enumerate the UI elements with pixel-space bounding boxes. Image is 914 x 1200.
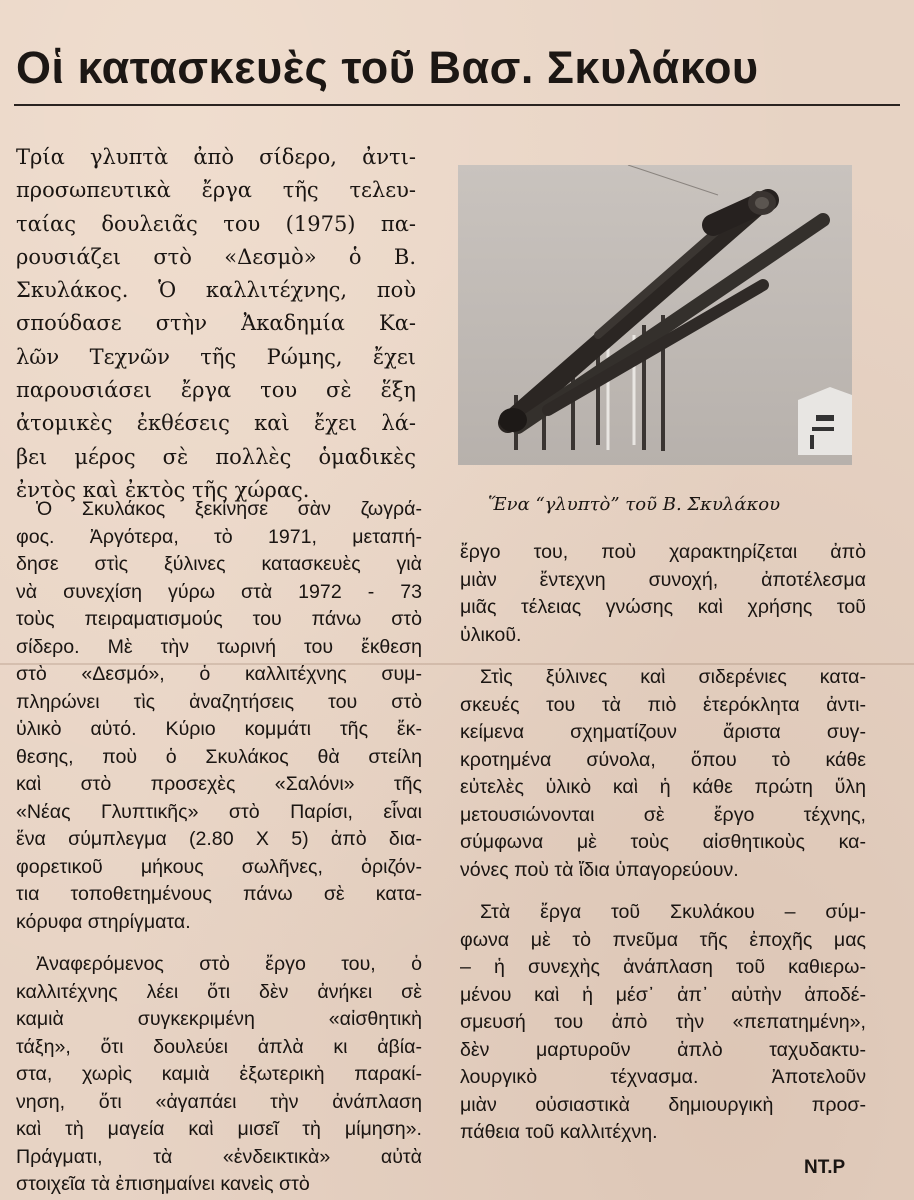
text-line: στὸ «Δεσμό», ὁ καλλιτέχνης συμ- — [16, 663, 422, 685]
text-line: κείμενα σχηματίζουν ἄριστα συγ- — [460, 721, 866, 743]
text-line: φος. Ἀργότερα, τὸ 1971, μεταπή- — [16, 525, 422, 548]
paragraph — [16, 496, 422, 936]
text-line: ἕνα σύμπλεγμα (2.80 Χ 5) ἀπὸ δια- — [16, 828, 422, 850]
text-line: Ὁ Σκυλάκος ξεκίνησε σὰν ζωγρά- — [36, 498, 422, 520]
text-line: Στὰ ἔργα τοῦ Σκυλάκου – σύμ- — [480, 901, 866, 923]
text-line: μιὰν ἔντεχνη συνοχή, ἀποτέλεσμα — [460, 568, 866, 591]
text-line: ὑλικὸ αὐτό. Κύριο κομμάτι τῆς ἔκ- — [16, 718, 422, 740]
text-line: ὑλικοῦ. — [460, 623, 522, 646]
text-line: ρουσιάζει στὸ «Δεσμὸ» ὁ Β. — [16, 244, 416, 269]
text-line: λῶν Τεχνῶν τῆς Ρώμης, ἔχει — [16, 344, 416, 369]
text-line: καὶ τὴ μαγεία καὶ μισεῖ τὴ μίμηση». — [16, 1118, 422, 1140]
text-line: στα, χωρὶς καμιὰ ἐξωτερικὴ παρακί- — [16, 1063, 422, 1085]
text-line: καὶ στὸ προσεχὲς «Σαλόνι» τῆς — [16, 773, 422, 795]
text-line: μετουσιώνονται σὲ ἔργο τέχνης, — [460, 803, 866, 826]
text-line: φορετικοῦ μήκους σωλῆνες, ὁριζόν- — [16, 855, 422, 878]
text-line: δὲν μαρτυροῦν ἁπλὸ ταχυδακτυ- — [460, 1038, 866, 1061]
text-line: σπούδασε στὴν Ἀκαδημία Κα- — [16, 311, 416, 336]
text-line: νόνες ποὺ τὰ ἴδια ὑπαγορεύουν. — [460, 858, 739, 881]
text-line: Σκυλάκος. Ὁ καλλιτέχνης, ποὺ — [16, 278, 416, 303]
title-rule — [14, 104, 900, 106]
text-line: Τρία γλυπτὰ ἀπὸ σίδερο, ἀντι- — [16, 145, 416, 169]
text-line: τια τοποθετημένους πάνω σὲ κατα- — [16, 883, 422, 905]
text-line: παρουσιάσει ἔργα του σὲ ἕξη — [16, 378, 416, 403]
text-line: ἔργο του, ποὺ χαρακτηρίζεται ἀπὸ — [460, 541, 866, 563]
text-line: ἐντὸς καὶ ἐκτὸς τῆς χώρας. — [16, 477, 310, 502]
text-line: κόρυφα στηρίγματα. — [16, 910, 191, 933]
text-line: κροτημένα σύνολα, ὅπου τὸ κάθε — [460, 748, 866, 771]
text-line: νηση, ὅτι «ἀγαπάει τὴν ἀνάπλαση — [16, 1090, 422, 1113]
text-line: λουργικὸ τέχνασμα. Ἀποτελοῦν — [460, 1066, 866, 1088]
text-line: Ἀναφερόμενος στὸ ἔργο του, ὁ — [36, 953, 422, 975]
sculpture-photo — [458, 165, 852, 465]
text-line: φωνα μὲ τὸ πνεῦμα τῆς ἐποχῆς μας — [460, 928, 866, 951]
text-line: μιᾶς τέλειας γνώσης καὶ χρήσης τοῦ — [460, 596, 866, 618]
column-left — [16, 496, 422, 1199]
text-line: Στὶς ξύλινες καὶ σιδερένιες κατα- — [480, 666, 866, 688]
photo-caption: Ἕνα “γλυπτὸ” τοῦ Β. Σκυλάκου — [488, 494, 781, 515]
text-line: τάξη», ὅτι δουλεύει ἁπλὰ κι ἀβία- — [16, 1035, 422, 1058]
paragraph — [460, 664, 866, 884]
text-line: καλλιτέχνης λέει ὅτι δὲν ἀνήκει σὲ — [16, 980, 422, 1003]
text-line: σμευσή του ἀπὸ τὴν «πεπατημένη», — [460, 1011, 866, 1033]
text-line: μένου καὶ ἡ μέσ᾽ ἀπ᾽ αὐτὴν ἀποδέ- — [460, 983, 866, 1006]
text-line: προσωπευτικὰ ἔργα τῆς τελευ- — [16, 178, 416, 203]
text-line: νὰ συνεχίση γύρω στὰ 1972 - 73 — [16, 580, 422, 603]
column-right — [460, 539, 866, 1147]
article-intro — [16, 141, 416, 507]
text-line: σίδερο. Μὲ τὴν τωρινή του ἔκθεση — [16, 635, 422, 658]
text-line: ταίας δουλειᾶς του (1975) πα- — [16, 211, 416, 236]
text-line: – ἡ συνεχὴς ἀνάπλαση τοῦ καθιερω- — [460, 956, 866, 978]
text-line: στοιχεῖα τὰ ἐπισημαίνει κανεὶς στὸ — [16, 1173, 310, 1195]
text-line: πληρώνει τὶς ἀναζητήσεις του στὸ — [16, 690, 422, 713]
paragraph — [460, 899, 866, 1147]
text-line: δησε στὶς ξύλινες κατασκευὲς γιὰ — [16, 553, 422, 575]
text-line: τοὺς πειραματισμούς του πάνω στὸ — [16, 608, 422, 630]
text-line: εὐτελὲς ὑλικὸ καὶ ἡ κάθε πρώτη ὕλη — [460, 776, 866, 798]
text-line: ἀτομικὲς ἐκθέσεις καὶ ἔχει λά- — [16, 411, 416, 436]
text-line: καμιὰ συγκεκριμένη «αἰσθητικὴ — [16, 1008, 422, 1030]
text-line: μιὰν οὐσιαστικὰ δημιουργικὴ προσ- — [460, 1093, 866, 1116]
text-line: σκευές του τὰ πιὸ ἑτερόκλητα ἀντι- — [460, 693, 866, 716]
paragraph — [16, 951, 422, 1199]
text-line: «Νέας Γλυπτικῆς» στὸ Παρίσι, εἶναι — [16, 800, 422, 823]
paragraph — [460, 539, 866, 649]
article-title: Οἱ κατασκευὲς τοῦ Βασ. Σκυλάκου — [16, 42, 759, 93]
text-line: πάθεια τοῦ καλλιτέχνη. — [460, 1121, 658, 1143]
text-line: Πράγματι, τὰ «ἐνδεικτικὰ» αὐτὰ — [16, 1145, 422, 1168]
author-signature: ΝΤ.Ρ — [804, 1157, 846, 1178]
text-line: σύμφωνα μὲ τοὺς αἰσθητικοὺς κα- — [460, 831, 866, 853]
text-line: θεσης, ποὺ ὁ Σκυλάκος θὰ στείλη — [16, 745, 422, 768]
text-line: βει μέρος σὲ πολλὲς ὁμαδικὲς — [16, 444, 416, 469]
